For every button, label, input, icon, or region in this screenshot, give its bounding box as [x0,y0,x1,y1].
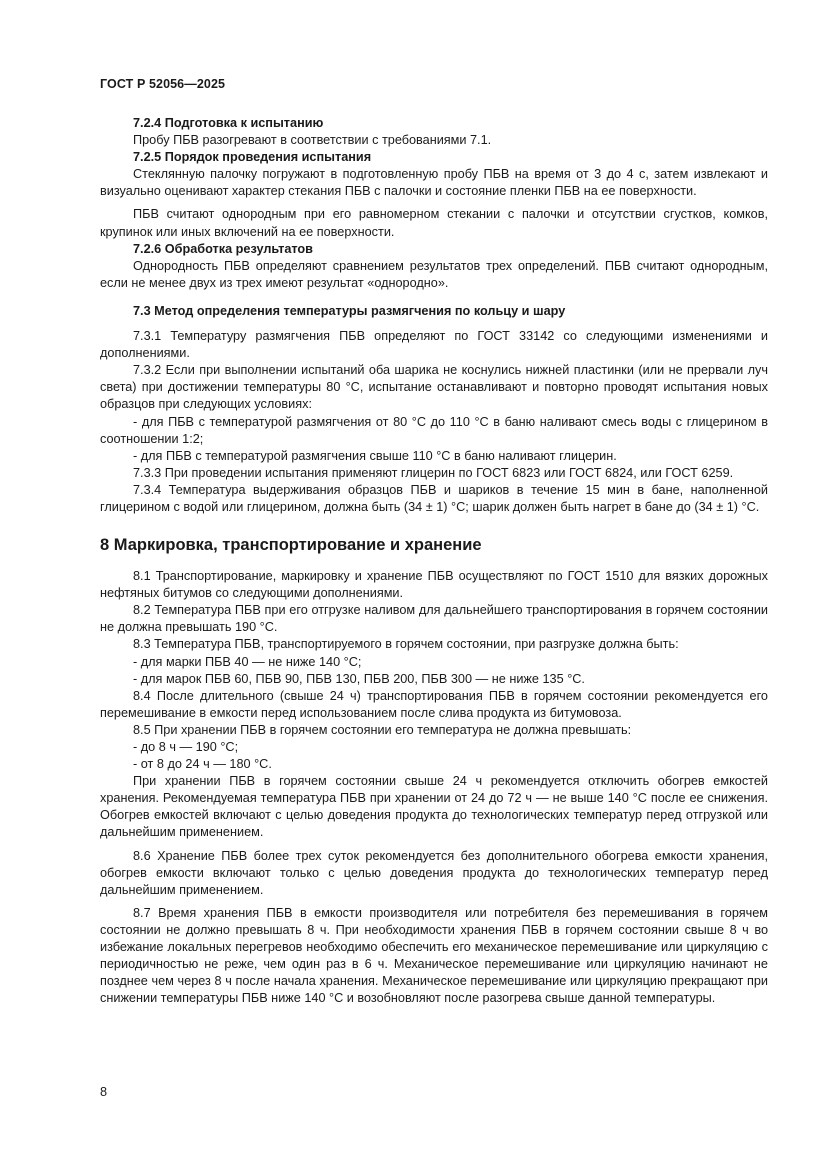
list-item: - для марок ПБВ 60, ПБВ 90, ПБВ 130, ПБВ 200, ПБВ 300 — не ниже 135 °С. [133,671,585,686]
page-content [100,115,768,1007]
page-number: 8 [100,1085,108,1099]
section-7-2-6-heading: 7.2.6 Обработка результатов [133,241,313,256]
section-7-3-heading: 7.3 Метод определения температуры размягчения по кольцу и шару [133,303,566,318]
paragraph: При хранении ПБВ в горячем состоянии свыше 24 ч рекомендуется отключить обогрев емкостей хранения. Рекомендуемая температура ПБВ при хранении от 24 до 72 ч — не выше 140 °С после ее снижения. Обогрев емкостей включают с целью доведения продукта до технологических температур перед отгрузкой или дальнейшим применением. [100,774,768,840]
section-7-2-4-heading: 7.2.4 Подготовка к испытанию [133,116,324,130]
paragraph: 8.3 Температура ПБВ, транспортируемого в горячем состоянии, при разгрузке должна быть: [133,637,679,652]
list-item: - для марки ПБВ 40 — не ниже 140 °С; [133,654,362,669]
paragraph: Стеклянную палочку погружают в подготовленную пробу ПБВ на время от 3 до 4 с, затем извлекают и визуально оценивают характер стекания ПБВ с палочки и состояние пленки ПБВ на ее поверхности. [100,167,768,199]
list-item: - для ПБВ с температурой размягчения от 80 °С до 110 °С в баню наливают смесь воды с глицерином в соотношении 1:2; [100,414,768,446]
paragraph: Пробу ПБВ разогревают в соответствии с требованиями 7.1. [133,133,492,148]
paragraph: Однородность ПБВ определяют сравнением результатов трех определений. ПБВ считают однородным, если не менее двух из трех имеют результат «однородно». [100,258,768,290]
list-item: - для ПБВ с температурой размягчения свыше 110 °С в баню наливают глицерин. [133,448,617,463]
paragraph: 8.2 Температура ПБВ при его отгрузке наливом для дальнейшего транспортирования в горячем состоянии не должна превышать 190 °С. [100,603,768,635]
paragraph: 8.6 Хранение ПБВ более трех суток рекомендуется без дополнительного обогрева емкости хранения, обогрев емкости включают только с целью доведения продукта до технологических температур перед дальнейшим применением. [100,848,768,897]
paragraph: ПБВ считают однородным при его равномерном стекании с палочки и отсутствии сгустков, комков, крупинок или иных включений на ее поверхности. [100,207,768,239]
paragraph: 8.5 При хранении ПБВ в горячем состоянии его температура не должна превышать: [133,722,632,737]
document-header: ГОСТ Р 52056—2025 [100,77,226,91]
section-7-2-5-heading: 7.2.5 Порядок проведения испытания [133,150,372,165]
section-8-heading: 8 Маркировка, транспортирование и хранение [100,536,482,555]
paragraph: 8.7 Время хранения ПБВ в емкости производителя или потребителя без перемешивания в горячем состоянии не должно превышать 8 ч. При необходимости хранения ПБВ в горячем состоянии свыше 8 ч во избежание локальных перегревов необходимо обеспечить его механическое перемешивание или циркуляцию с периодичностью не реже, чем один раз в 6 ч. Механическое перемешивание или циркуляцию начинают не позднее чем через 8 ч после начала хранения. Механическое перемешивание или циркуляцию прекращают при снижении температуры ПБВ ниже 140 °С и возобновляют после разогрева свыше данной температуры. [100,905,768,1006]
paragraph: 7.3.4 Температура выдерживания образцов ПБВ и шариков в течение 15 мин в бане, наполненной глицерином с водой или глицерином, должна быть (34 ± 1) °С; шарик должен быть нагрет в бане до (34 ± 1) °С. [100,482,768,514]
list-item: - от 8 до 24 ч — 180 °С. [133,757,272,772]
paragraph: 7.3.1 Температуру размягчения ПБВ определяют по ГОСТ 33142 со следующими изменениями и дополнениями. [100,329,768,361]
paragraph: 8.4 После длительного (свыше 24 ч) транспортирования ПБВ в горячем состоянии рекомендуется его перемешивание в емкости перед использованием после слива продукта из битумовоза. [100,688,768,720]
paragraph: 8.1 Транспортирование, маркировку и хранение ПБВ осуществляют по ГОСТ 1510 для вязких дорожных нефтяных битумов со следующими дополнениями. [100,569,768,601]
paragraph: 7.3.3 При проведении испытания применяют глицерин по ГОСТ 6823 или ГОСТ 6824, или ГОСТ 6259. [133,465,734,480]
list-item: - до 8 ч — 190 °С; [133,740,239,754]
paragraph: 7.3.2 Если при выполнении испытаний оба шарика не коснулись нижней пластинки (или не прервали луч света) при достижении температуры 80 °С, испытание останавливают и повторно проводят испытания новых образцов при следующих условиях: [100,363,768,412]
